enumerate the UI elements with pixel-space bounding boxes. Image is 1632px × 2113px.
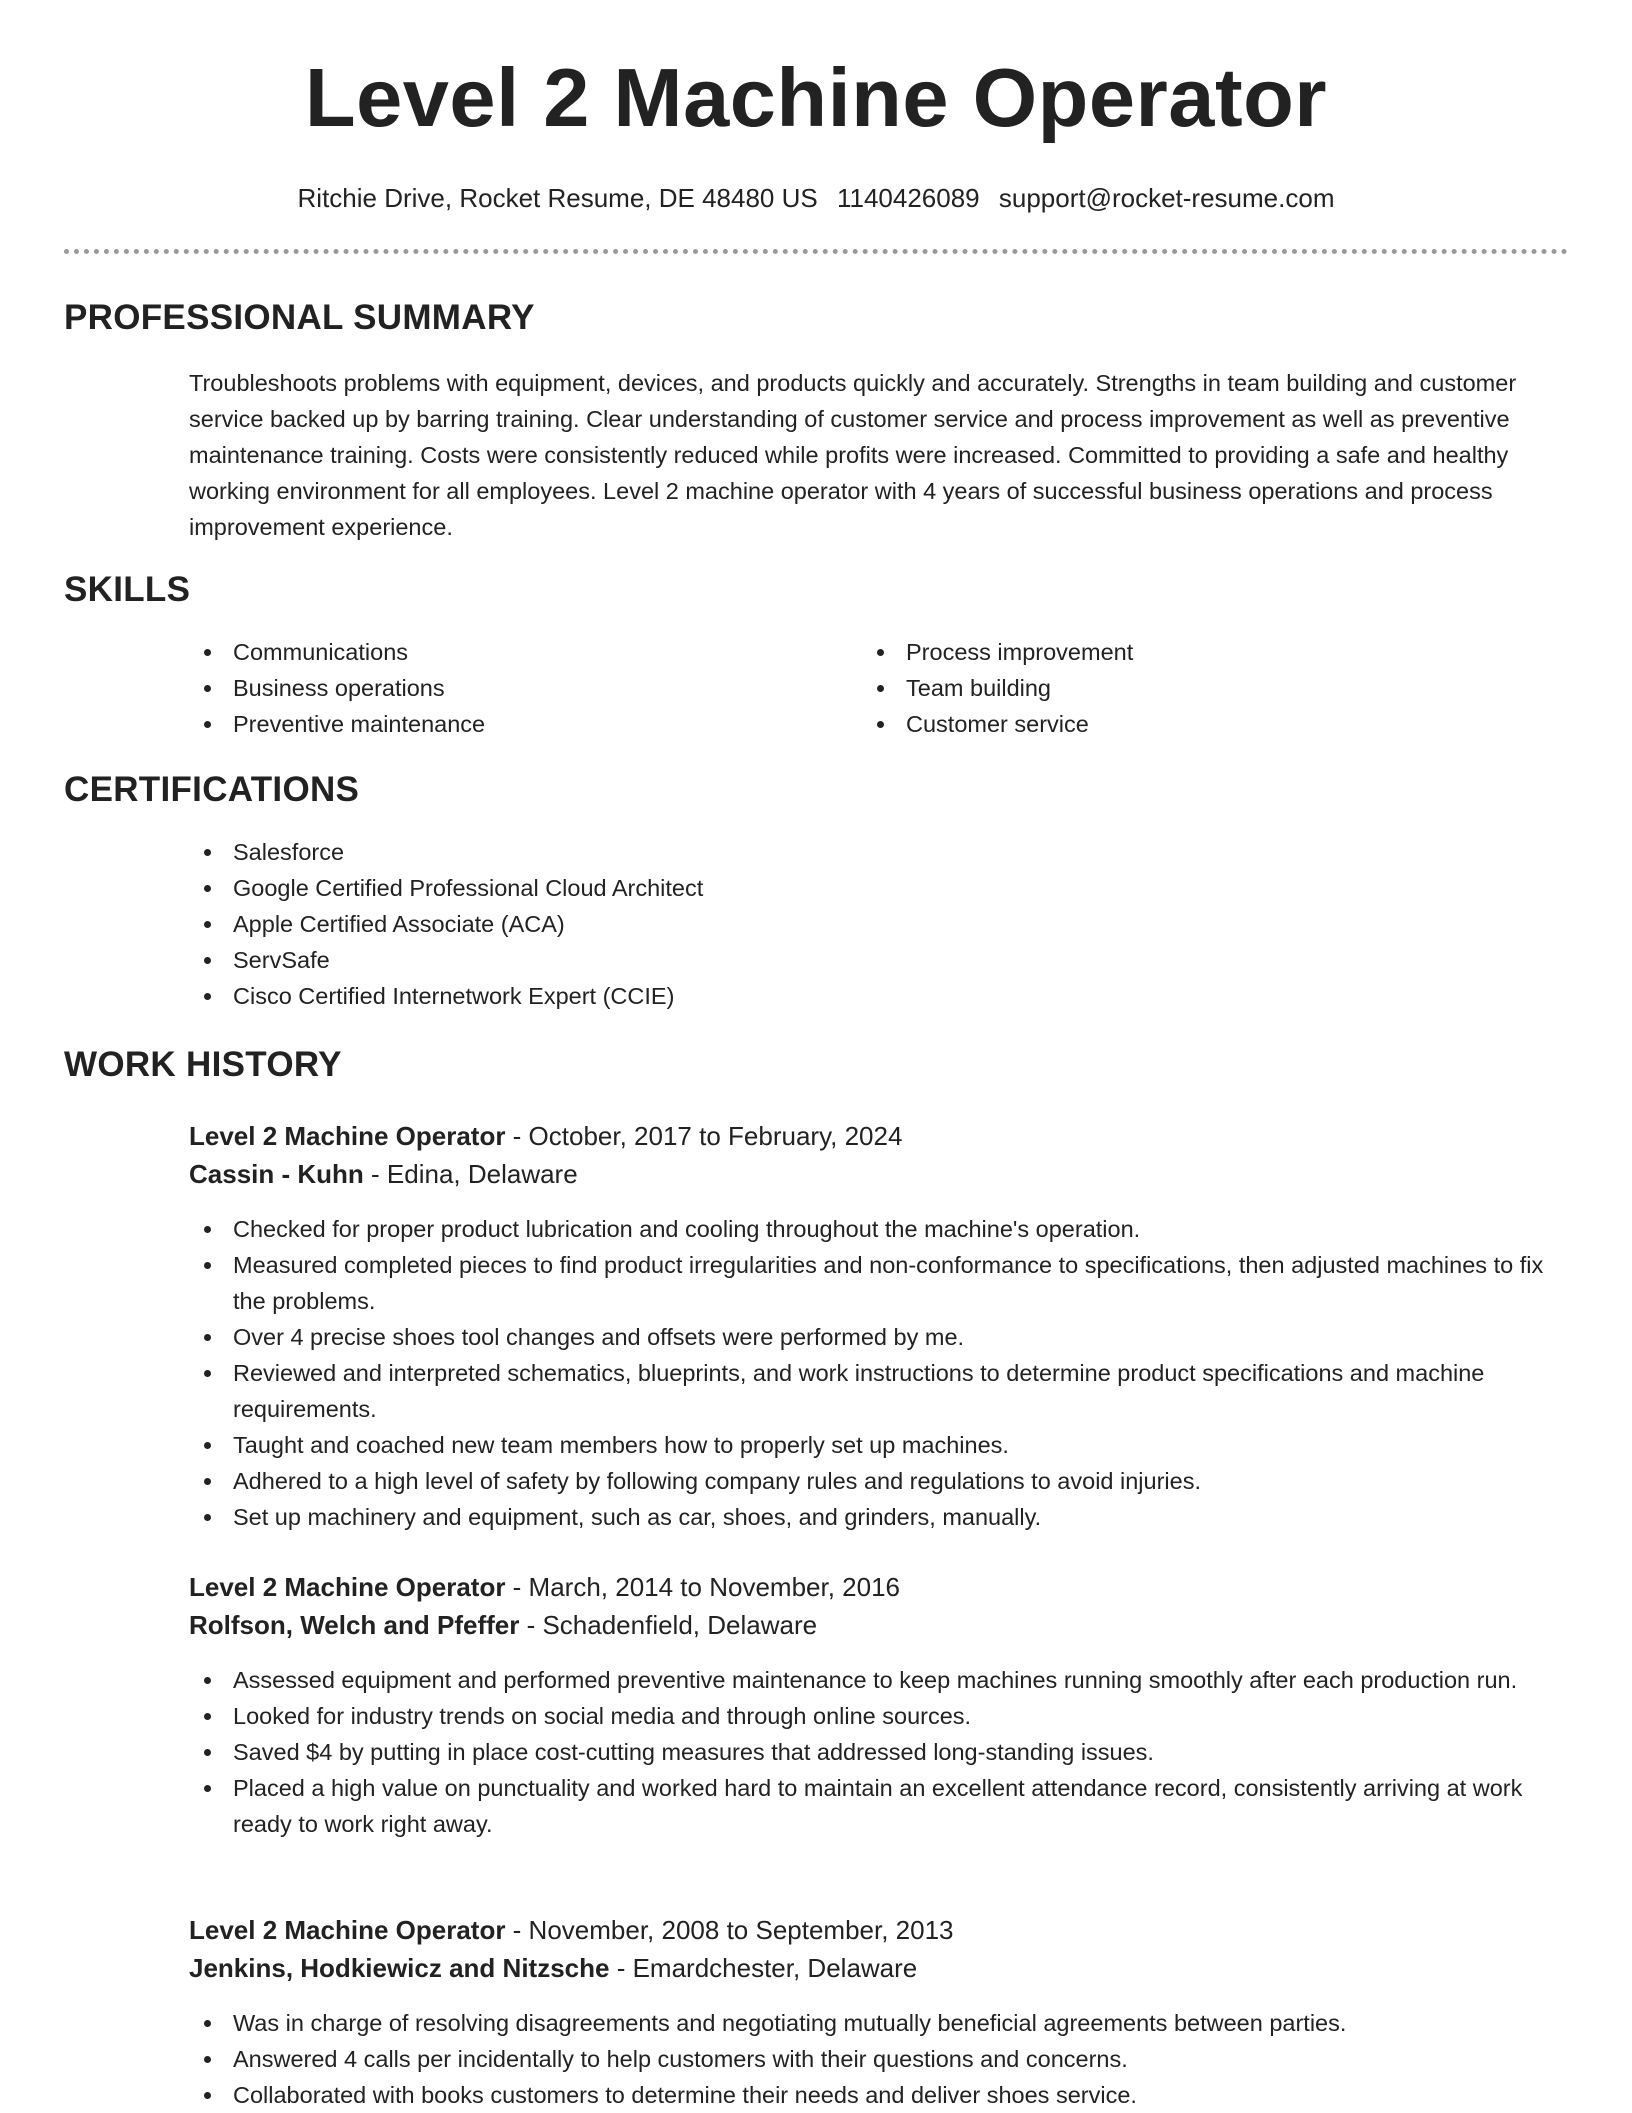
contact-phone: 1140426089: [836, 183, 980, 213]
certification-item: Apple Certified Associate (ACA): [189, 906, 1569, 942]
job-role: Level 2 Machine Operator: [189, 1572, 506, 1602]
job-bullet: Taught and coached new team members how to properly set up machines.: [189, 1427, 1569, 1463]
certification-item: Salesforce: [189, 834, 1569, 870]
job-bullet: Looked for industry trends on social media and through online sources.: [189, 1698, 1569, 1734]
job-bullets: [189, 2005, 1569, 2113]
job-role: Level 2 Machine Operator: [189, 1121, 506, 1151]
skill-item: Communications: [189, 634, 789, 670]
job-bullet: Measured completed pieces to find product irregularities and non-conformance to specifications, then adjusted machines to fix the problems.: [189, 1247, 1569, 1319]
job-bullet: Placed a high value on punctuality and worked hard to maintain an excellent attendance record, consistently arriving at work ready to work right away.: [189, 1770, 1569, 1842]
job-bullets: [189, 1662, 1569, 1842]
job-bullet: Set up machinery and equipment, such as car, shoes, and grinders, manually.: [189, 1499, 1569, 1535]
job-location: - Schadenfield, Delaware: [519, 1610, 818, 1640]
contact-email: support@rocket-resume.com: [998, 183, 1335, 213]
job-bullet: Collaborated with books customers to determine their needs and deliver shoes service.: [189, 2077, 1569, 2113]
job-bullets: [189, 1211, 1569, 1535]
job-bullet: Over 4 precise shoes tool changes and offsets were performed by me.: [189, 1319, 1569, 1355]
work-history-heading: WORK HISTORY: [64, 1045, 342, 1084]
job-title-line: [189, 1912, 954, 1948]
job-company-line: [189, 1950, 917, 1986]
certification-item: Google Certified Professional Cloud Architect: [189, 870, 1569, 906]
job-dates: - November, 2008 to September, 2013: [505, 1915, 954, 1945]
job-bullet: Adhered to a high level of safety by following company rules and regulations to avoid injuries.: [189, 1463, 1569, 1499]
job-bullet: Checked for proper product lubrication and cooling throughout the machine's operation.: [189, 1211, 1569, 1247]
job-bullet: Answered 4 calls per incidentally to help customers with their questions and concerns.: [189, 2041, 1569, 2077]
skill-item: Team building: [862, 670, 1462, 706]
job-dates: - March, 2014 to November, 2016: [505, 1572, 900, 1602]
job-location: - Emardchester, Delaware: [609, 1953, 918, 1983]
job-bullet: Reviewed and interpreted schematics, blueprints, and work instructions to determine product specifications and machine requirements.: [189, 1355, 1569, 1427]
job-company-line: [189, 1607, 817, 1643]
skill-item: Process improvement: [862, 634, 1462, 670]
certifications-heading: CERTIFICATIONS: [64, 770, 360, 809]
header-divider: [64, 249, 1568, 254]
job-title-line: [189, 1118, 902, 1154]
skill-item: Customer service: [862, 706, 1462, 742]
job-dates: - October, 2017 to February, 2024: [505, 1121, 903, 1151]
job-company: Cassin - Kuhn: [189, 1159, 364, 1189]
job-role: Level 2 Machine Operator: [189, 1915, 506, 1945]
skills-heading: SKILLS: [64, 570, 191, 609]
job-company: Rolfson, Welch and Pfeffer: [189, 1610, 520, 1640]
skills-list-left: [189, 634, 789, 742]
skill-item: Preventive maintenance: [189, 706, 789, 742]
contact-address: Ritchie Drive, Rocket Resume, DE 48480 US: [297, 183, 818, 213]
summary-heading: PROFESSIONAL SUMMARY: [64, 298, 535, 337]
job-title-line: [189, 1569, 900, 1605]
skill-item: Business operations: [189, 670, 789, 706]
job-bullet: Saved $4 by putting in place cost-cutting measures that addressed long-standing issues.: [189, 1734, 1569, 1770]
contact-line: [0, 182, 1632, 214]
candidate-name: Level 2 Machine Operator: [304, 51, 1328, 144]
job-location: - Edina, Delaware: [363, 1159, 578, 1189]
job-bullet: Assessed equipment and performed preventive maintenance to keep machines running smoothly after each production run.: [189, 1662, 1569, 1698]
job-bullet: Was in charge of resolving disagreements and negotiating mutually beneficial agreements between parties.: [189, 2005, 1569, 2041]
skills-list-right: [862, 634, 1462, 742]
job-company: Jenkins, Hodkiewicz and Nitzsche: [189, 1953, 610, 1983]
summary-text: Troubleshoots problems with equipment, devices, and products quickly and accurately. Strengths in team building and customer service backed up by barring training. Clear understanding of customer service and process improvement as well as preventive maintenance training. Costs were consistently reduced while profits were increased. Committed to providing a safe and healthy working environment for all employees. Level 2 machine operator with 4 years of successful business operations and process improvement experience.: [189, 370, 1517, 540]
certifications-list: [189, 834, 1569, 1014]
job-company-line: [189, 1156, 578, 1192]
certification-item: Cisco Certified Internetwork Expert (CCIE): [189, 978, 1569, 1014]
certification-item: ServSafe: [189, 942, 1569, 978]
